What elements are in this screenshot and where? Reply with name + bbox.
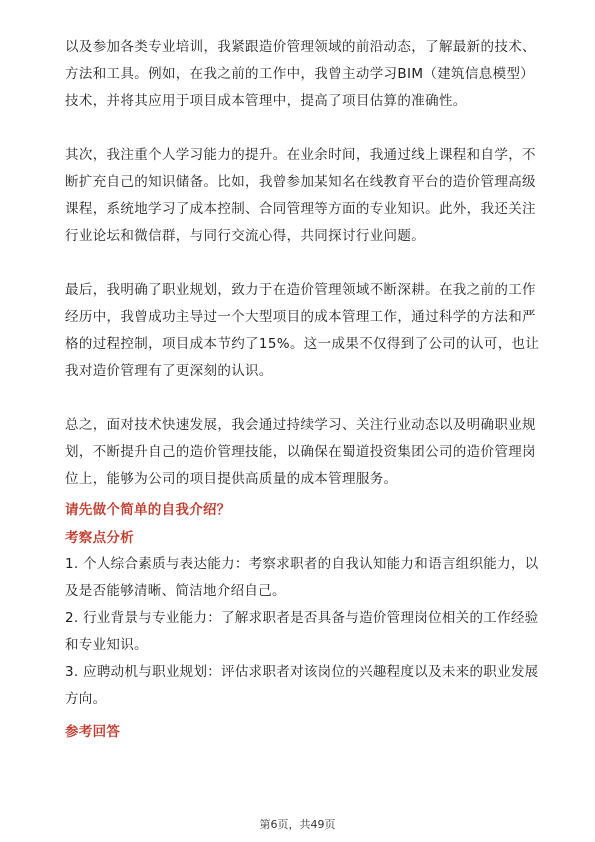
page-number: 第6页，共49页	[259, 818, 336, 831]
paragraph-spacer	[65, 385, 541, 412]
paragraph-spacer	[65, 115, 541, 142]
body-paragraph: 以及参加各类专业培训，我紧跟造价管理领域的前沿动态，了解最新的技术、方法和工具。例如，在我之前的工作中，我曾主动学习BIM（建筑信息模型）技术，并将其应用于项目成本管理中，提高了项目估算的准确性。	[65, 39, 536, 109]
analysis-item: 2. 行业背景与专业能力：了解求职者是否具备与造价管理岗位相关的工作经验和专业知识。	[65, 610, 539, 653]
answer-heading: 参考回答	[65, 724, 121, 740]
analysis-item: 3. 应聘动机与职业规划：评估求职者对该岗位的兴趣程度以及未来的职业发展方向。	[65, 664, 539, 707]
page-content	[65, 34, 541, 745]
body-paragraph: 总之，面对技术快速发展，我会通过持续学习、关注行业动态以及明确职业规划，不断提升自己的造价管理技能，以确保在蜀道投资集团公司的造价管理岗位上，能够为公司的项目提供高质量的成本管理服务。	[65, 417, 536, 487]
body-paragraph: 最后，我明确了职业规划，致力于在造价管理领域不断深耕。在我之前的工作经历中，我曾成功主导过一个大型项目的成本管理工作，通过科学的方法和严格的过程控制，项目成本节约了15%。这一成果不仅得到了公司的认可，也让我对造价管理有了更深刻的认识。	[65, 282, 540, 379]
analysis-heading: 考察点分析	[65, 530, 134, 546]
question-heading: 请先做个简单的自我介绍？	[65, 502, 231, 518]
paragraph-spacer	[65, 250, 541, 277]
body-paragraph: 其次，我注重个人学习能力的提升。在业余时间，我通过线上课程和自学，不断扩充自己的知识储备。比如，我曾参加某知名在线教育平台的造价管理高级课程，系统地学习了成本控制、合同管理等方面的专业知识。此外，我还关注行业论坛和微信群，与同行交流心得，共同探讨行业问题。	[65, 147, 536, 244]
analysis-item: 1. 个人综合素质与表达能力：考察求职者的自我认知能力和语言组织能力，以及是否能够清晰、简洁地介绍自己。	[65, 556, 539, 599]
